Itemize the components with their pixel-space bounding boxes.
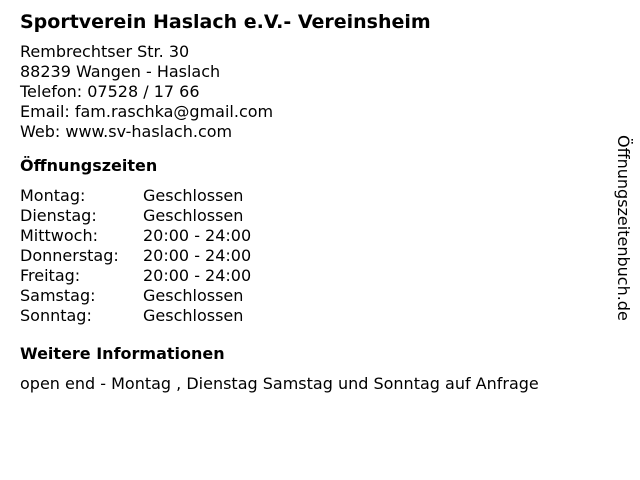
further-info-heading: Weitere Informationen [20,344,225,363]
street-address: Rembrechtser Str. 30 [20,42,190,61]
day-hours: Geschlossen [143,186,244,205]
website: Web: www.sv-haslach.com [20,122,233,141]
day-hours: 20:00 - 24:00 [143,266,252,285]
day-label: Montag: [20,186,86,205]
hours-row-saturday [20,286,610,306]
day-hours: Geschlossen [143,306,244,325]
business-name: Sportverein Haslach e.V.- Vereinsheim [20,11,431,33]
address-block [20,42,610,142]
day-label: Freitag: [20,266,81,285]
day-hours: Geschlossen [143,206,244,225]
opening-hours-table [20,186,610,326]
side-brand-text: Öffnungszeitenbuch.de [614,135,633,321]
day-label: Mittwoch: [20,226,98,245]
hours-row-tuesday [20,206,610,226]
day-label: Donnerstag: [20,246,119,265]
day-label: Samstag: [20,286,96,305]
further-info-text: open end - Montag , Dienstag Samstag und Sonntag auf Anfrage [20,374,539,393]
city-address: 88239 Wangen - Haslach [20,62,221,81]
opening-hours-heading: Öffnungszeiten [20,156,158,175]
hours-row-sunday [20,306,610,326]
hours-row-wednesday [20,226,610,246]
day-hours: Geschlossen [143,286,244,305]
email-address: Email: fam.raschka@gmail.com [20,102,274,121]
day-label: Sonntag: [20,306,92,325]
day-hours: 20:00 - 24:00 [143,226,252,245]
day-label: Dienstag: [20,206,97,225]
phone-number: Telefon: 07528 / 17 66 [20,82,200,101]
hours-row-monday [20,186,610,206]
day-hours: 20:00 - 24:00 [143,246,252,265]
hours-row-thursday [20,246,610,266]
hours-row-friday [20,266,610,286]
business-card [20,8,610,394]
